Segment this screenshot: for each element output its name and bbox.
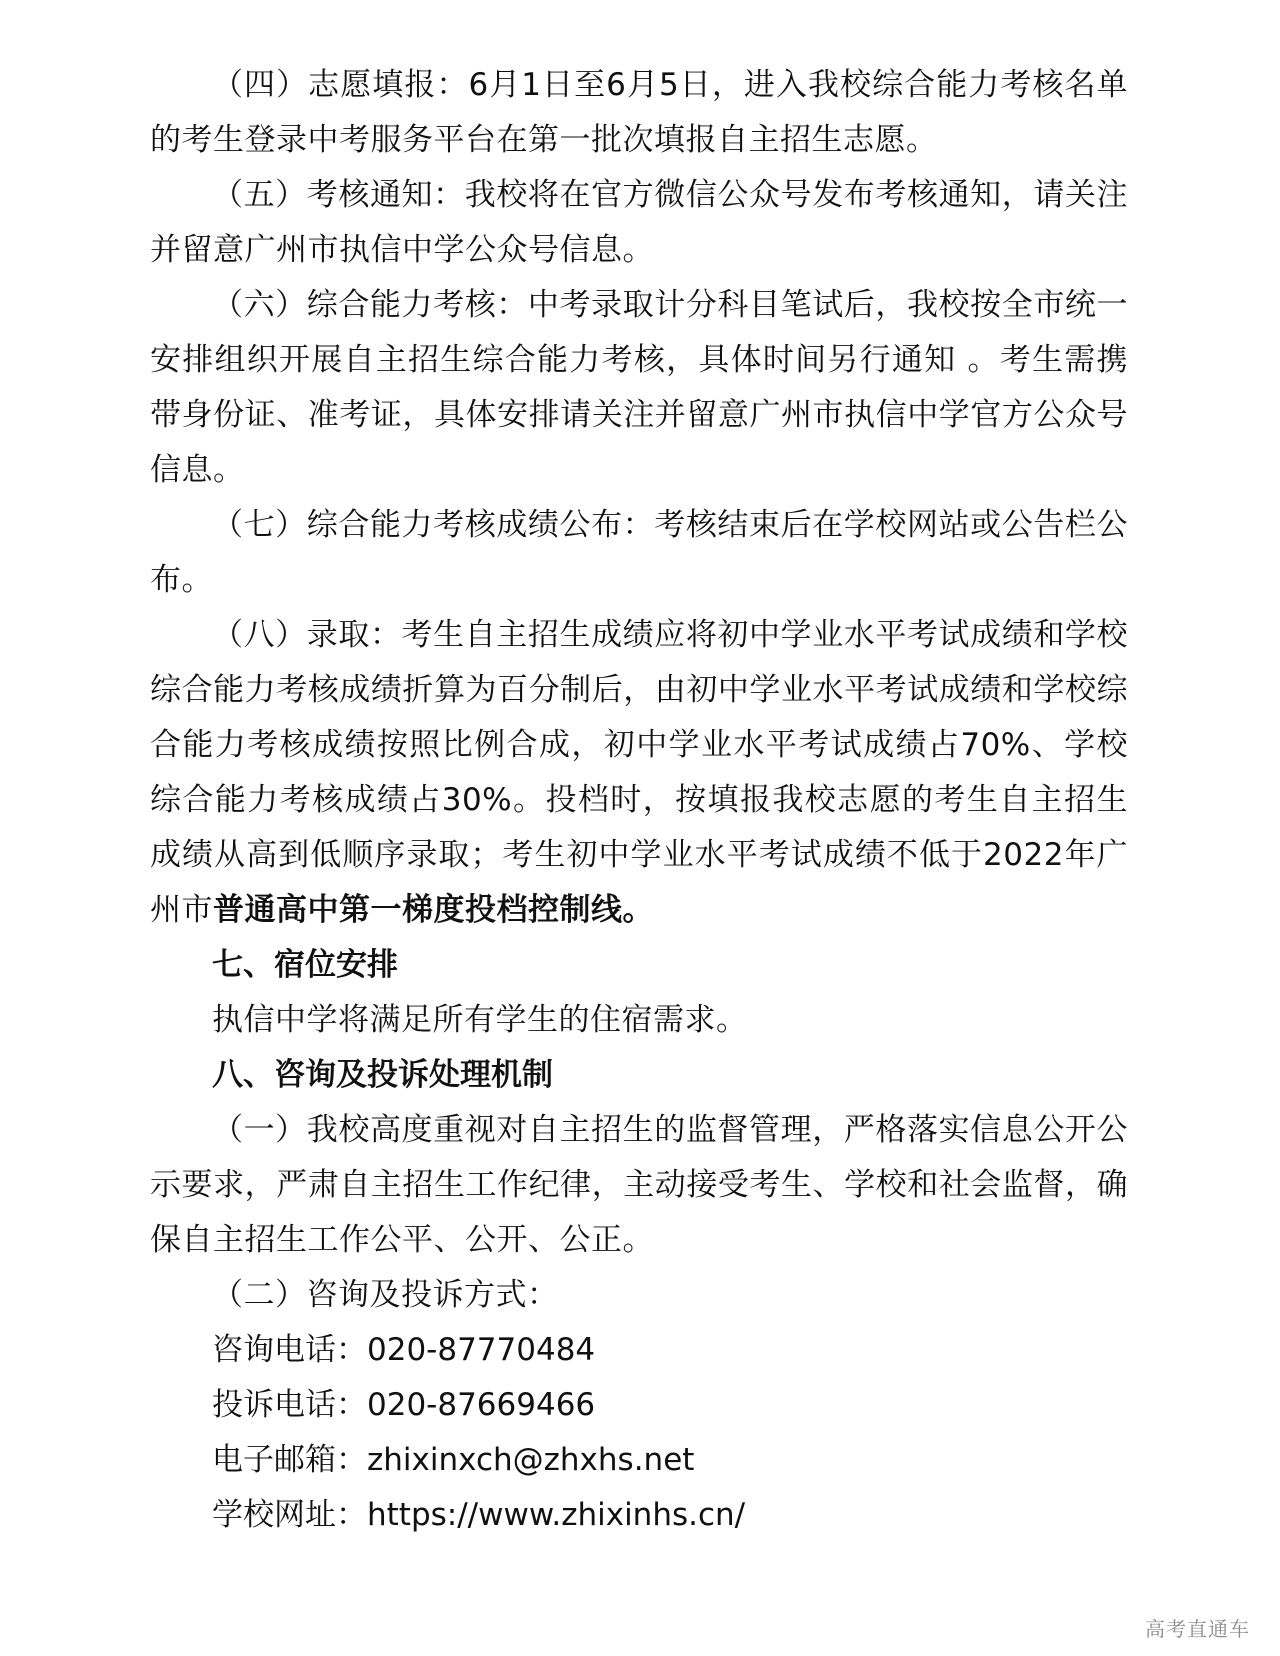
email-value[interactable]: zhixinxch@zhxhs.net (367, 1442, 695, 1478)
complaint-phone-line (150, 1378, 1128, 1433)
document-page (150, 58, 1128, 1543)
section-heading-consultation: 八、咨询及投诉处理机制 (212, 1057, 553, 1093)
consult-phone-label: 咨询电话： (212, 1332, 367, 1368)
section-heading-dormitory: 七、宿位安排 (212, 947, 398, 983)
paragraph-volunteer-application: （四）志愿填报：6月1日至6月5日，进入我校综合能力考核名单的考生登录中考服务平台在第一批次填报自主招生志愿。 (150, 67, 1128, 158)
paragraph-contact-methods: （二）咨询及投诉方式： (212, 1277, 559, 1313)
paragraph-admission (150, 608, 1128, 938)
complaint-phone-value: 020-87669466 (367, 1387, 596, 1423)
complaint-phone-label: 投诉电话： (212, 1387, 367, 1423)
admission-text: （八）录取：考生自主招生成绩应将初中学业水平考试成绩和学校综合能力考核成绩折算为百分制后，由初中学业水平考试成绩和学校综合能力考核成绩按照比例合成，初中学业水平考试成绩占70%、学校综合能力考核成绩占30%。投档时，按填报我校志愿的考生自主招生成绩从高到低顺序录取；考生初中学业水平考试成绩不低于2022年广州市 (150, 617, 1128, 928)
website-label: 学校网址： (212, 1497, 367, 1533)
consult-phone-value: 020-87770484 (367, 1332, 596, 1368)
paragraph-supervision: （一）我校高度重视对自主招生的监督管理，严格落实信息公开公示要求，严肃自主招生工作纪律，主动接受考生、学校和社会监督，确保自主招生工作公平、公开、公正。 (150, 1112, 1128, 1258)
website-link[interactable]: https://www.zhixinhs.cn/ (367, 1497, 746, 1533)
admission-bold-text: 普通高中第一梯度投档控制线。 (213, 892, 654, 928)
website-line (150, 1488, 1128, 1543)
watermark-text: 高考直通车 (1145, 1617, 1250, 1641)
paragraph-assessment-notice: （五）考核通知：我校将在官方微信公众号发布考核通知，请关注并留意广州市执信中学公众号信息。 (150, 177, 1128, 268)
consult-phone-line (150, 1323, 1128, 1378)
email-label: 电子邮箱： (212, 1442, 367, 1478)
email-line (150, 1433, 1128, 1488)
paragraph-score-announcement: （七）综合能力考核成绩公布：考核结束后在学校网站或公告栏公布。 (150, 507, 1128, 598)
paragraph-comprehensive-assessment: （六）综合能力考核：中考录取计分科目笔试后，我校按全市统一安排组织开展自主招生综合能力考核，具体时间另行通知 。考生需携带身份证、准考证，具体安排请关注并留意广州市执信中学官方公众号信息。 (150, 287, 1128, 488)
paragraph-dormitory: 执信中学将满足所有学生的住宿需求。 (212, 1002, 748, 1038)
